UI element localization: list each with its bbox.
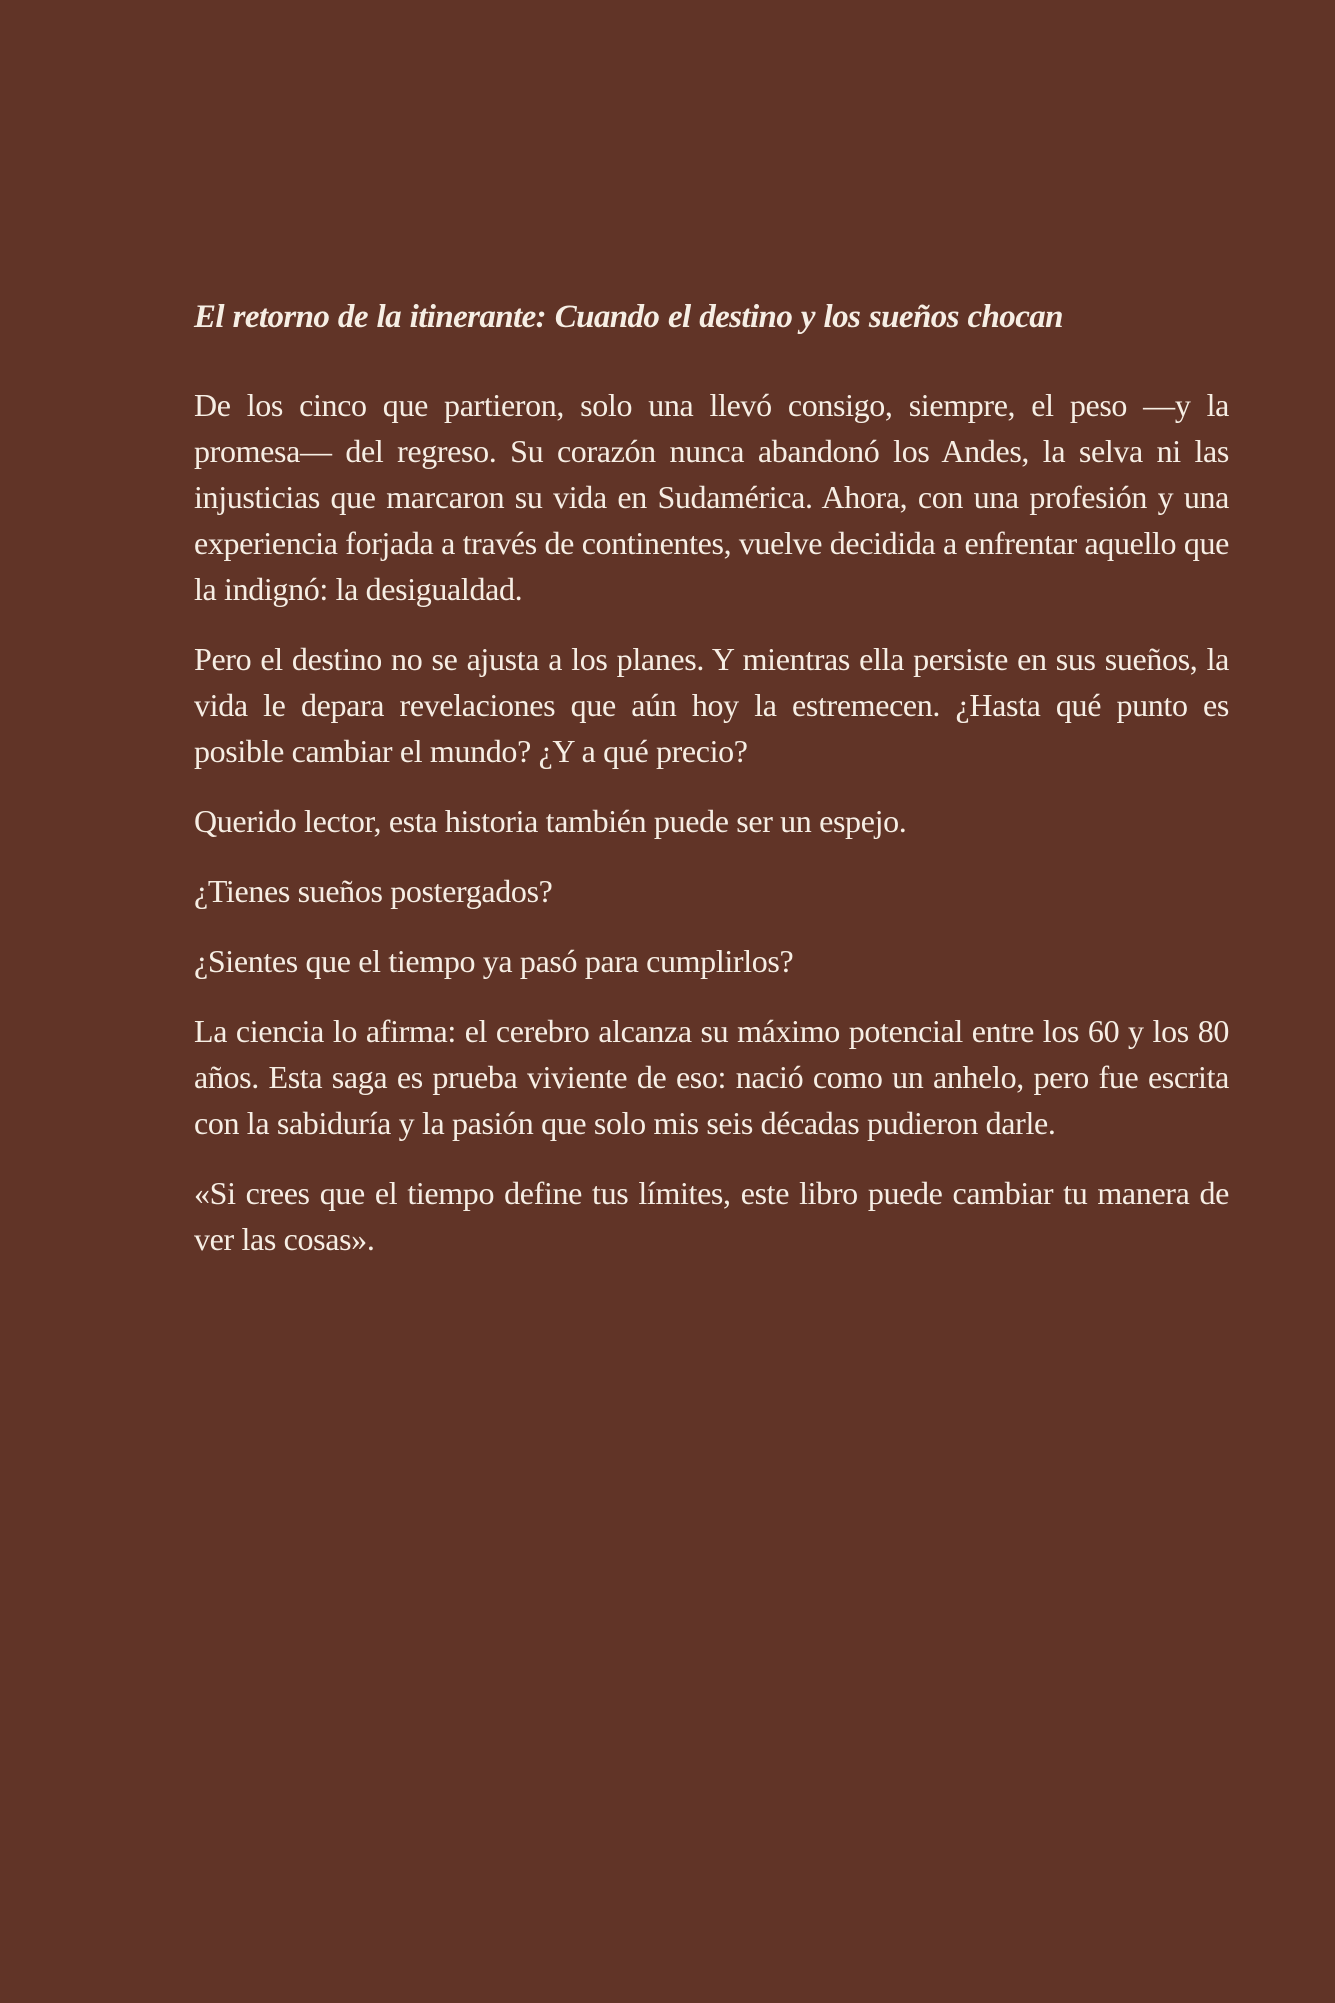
question-time-passed: ¿Sientes que el tiempo ya pasó para cumplirlos?: [194, 943, 794, 979]
closing-quote: «Si crees que el tiempo define tus límites, este libro puede cambiar tu manera de ver las cosas».: [194, 1175, 1229, 1257]
question-postponed-dreams: ¿Tienes sueños postergados?: [194, 873, 553, 909]
synopsis-paragraph-1: De los cinco que partieron, solo una llevó consigo, siempre, el peso —y la promesa— del regreso. Su corazón nunca abandonó los Andes, la selva ni las injusticias que marcaron su vida en Sudamérica. Ahora, con una profesión y una experiencia forjada a través de continentes, vuelve decidida a enfrentar aquello que la indignó: la desigualdad.: [194, 387, 1229, 607]
reader-address-paragraph: Querido lector, esta historia también puede ser un espejo.: [194, 803, 907, 839]
synopsis-paragraph-2: Pero el destino no se ajusta a los planes. Y mientras ella persiste en sus sueños, la vida le depara revelaciones que aún hoy la estremecen. ¿Hasta qué punto es posible cambiar el mundo? ¿Y a qué precio?: [194, 641, 1229, 769]
science-paragraph: La ciencia lo afirma: el cerebro alcanza su máximo potencial entre los 60 y los 80 años. Esta saga es prueba viviente de eso: nació como un anhelo, pero fue escrita con la sabiduría y la pasión que solo mis seis décadas pudieron darle.: [194, 1013, 1229, 1141]
book-title: El retorno de la itinerante: Cuando el destino y los sueños chocan: [194, 299, 1063, 335]
book-back-cover-text: [194, 293, 1229, 1286]
